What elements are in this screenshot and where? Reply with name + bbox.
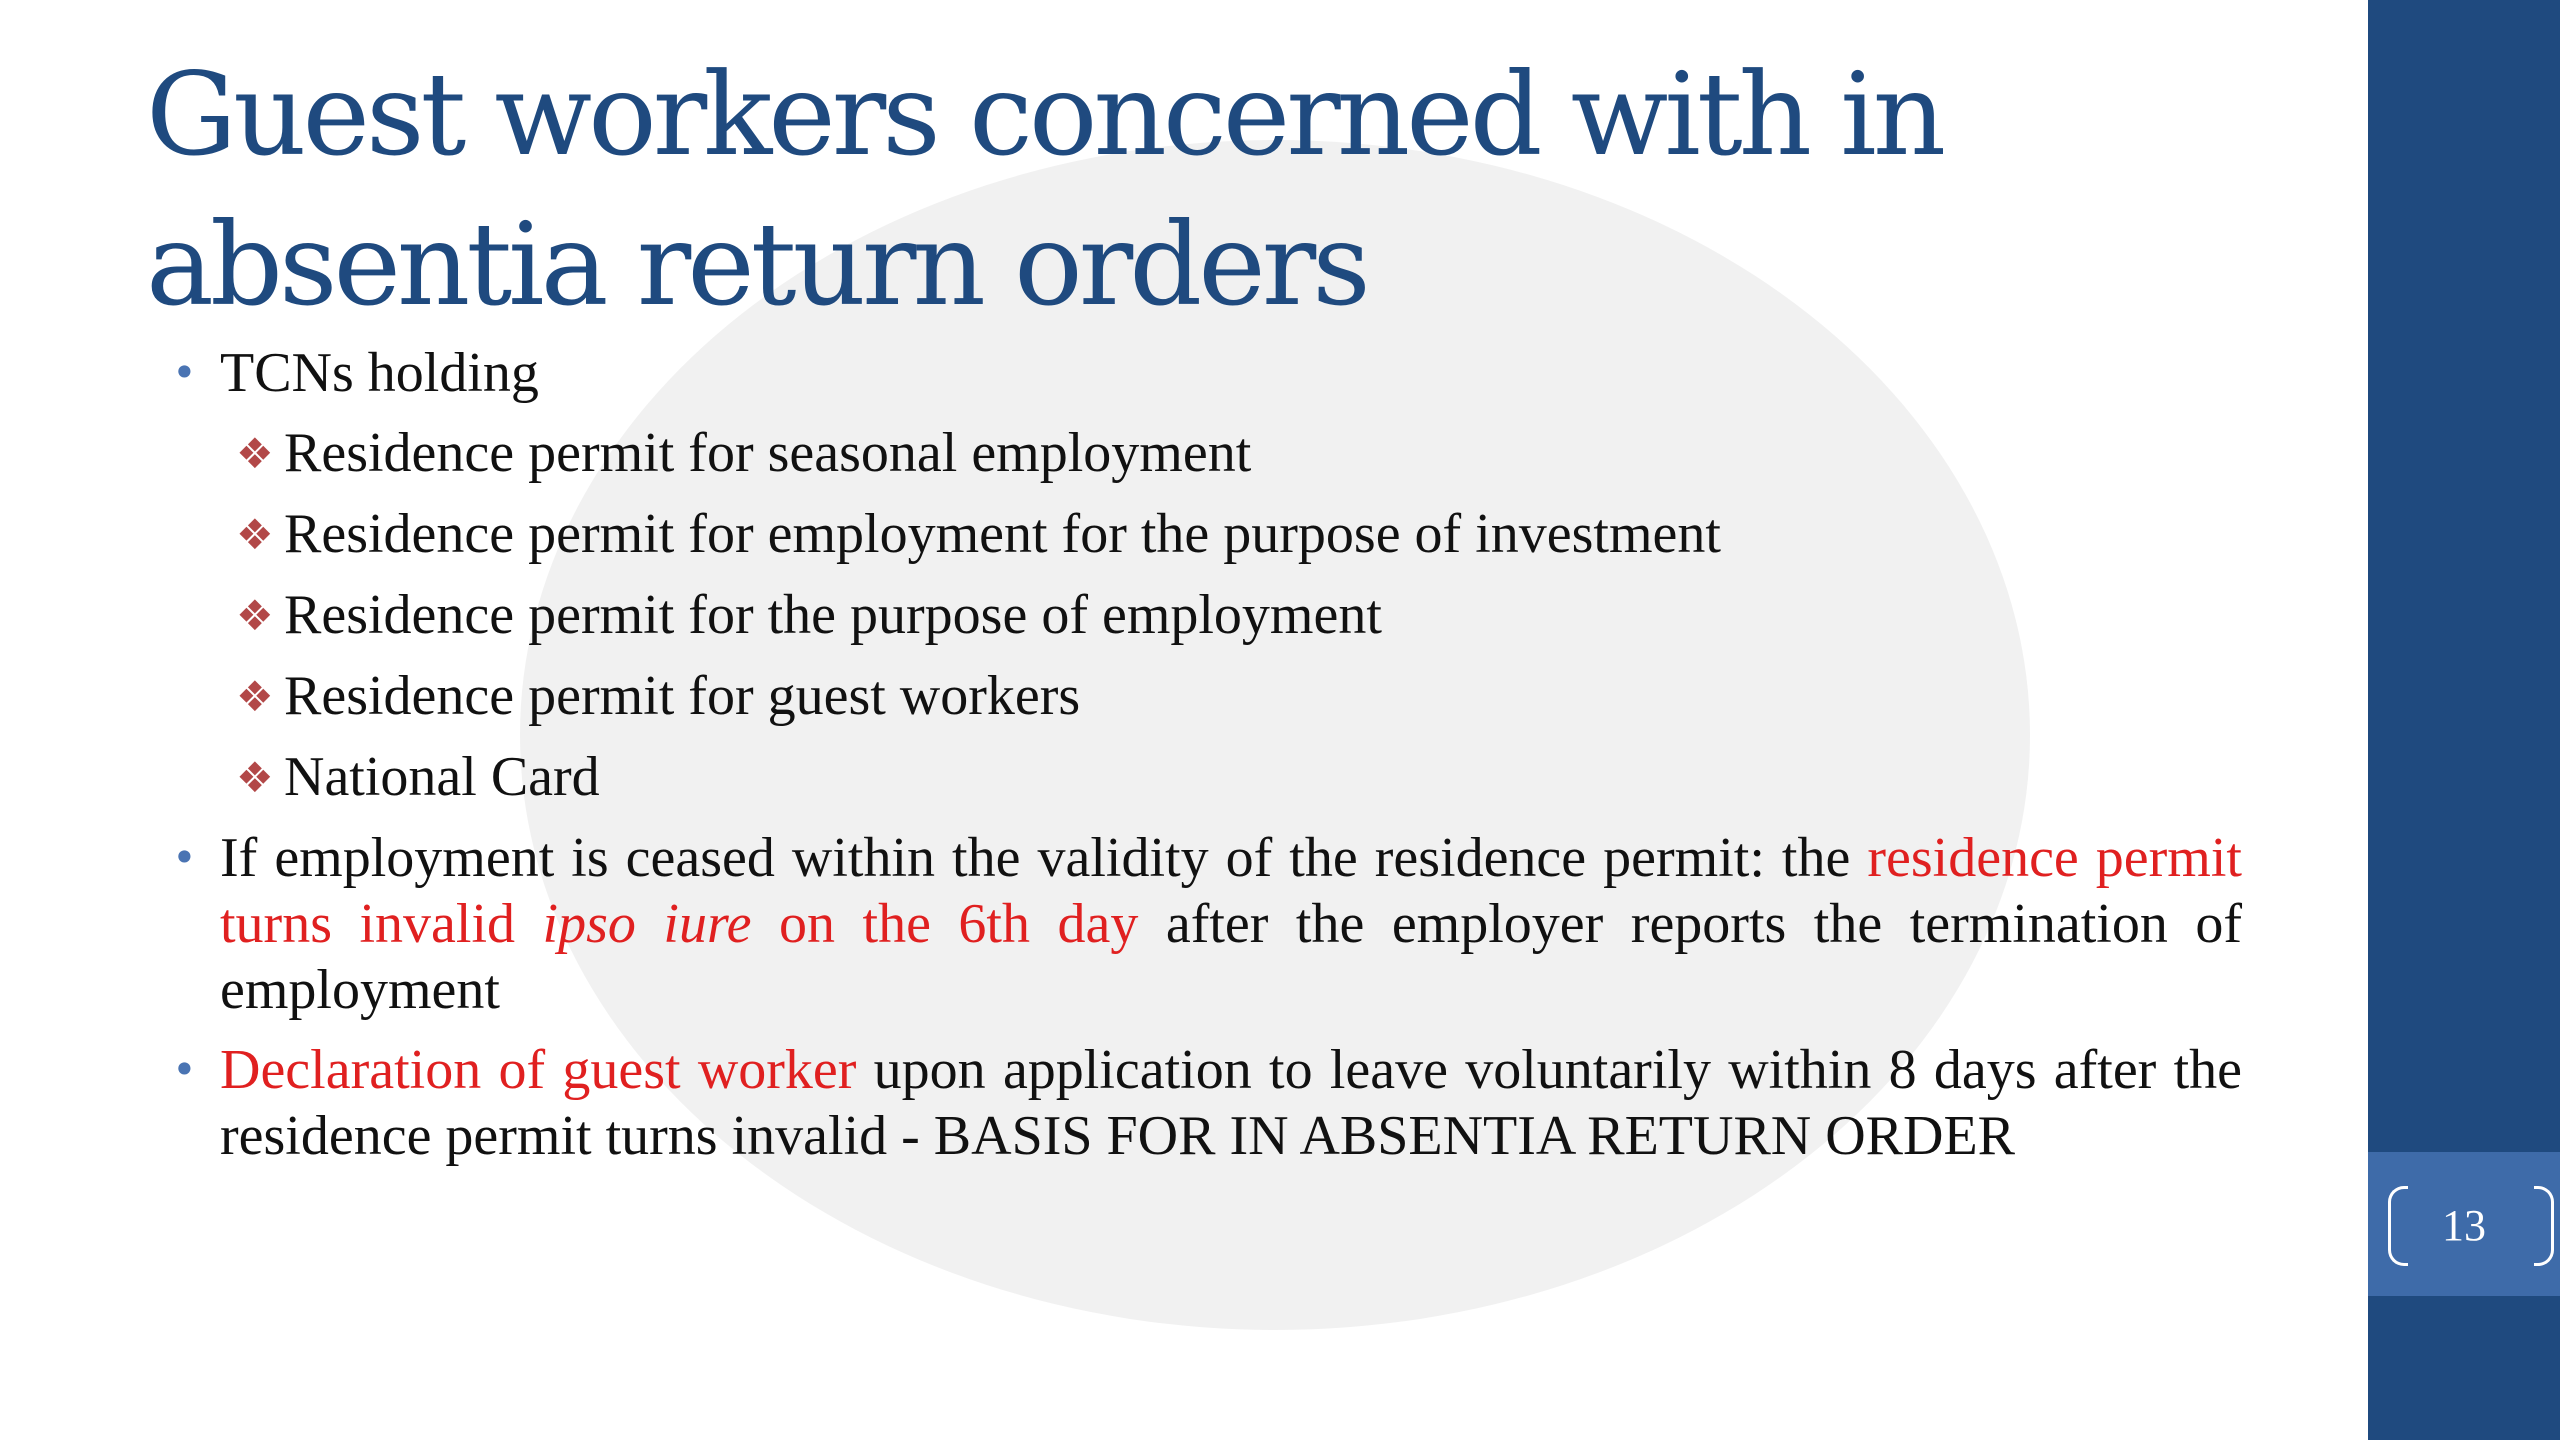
list-item-text: Residence permit for employment for the purpose of investment <box>284 503 1721 565</box>
highlight-italic-text: ipso iure <box>542 893 752 955</box>
four-diamond-icon: ❖ <box>236 591 274 640</box>
list-item-text: Residence permit for seasonal employment <box>284 422 1252 484</box>
bullet-text-part: upon application to leave voluntarily within 8 days after the residence permit turns invalid - BASIS FOR IN ABSENTIA RETURN ORDER <box>220 1039 2242 1167</box>
highlight-text: on the 6th day <box>751 893 1139 955</box>
page-number: 13 <box>2442 1201 2486 1250</box>
page-number-box <box>2368 1152 2560 1296</box>
four-diamond-icon: ❖ <box>236 510 274 559</box>
bullet-declaration <box>168 1037 2242 1169</box>
round-bullet-icon: • <box>172 1045 197 1094</box>
list-item-text: National Card <box>284 746 600 808</box>
list-item <box>236 501 2242 567</box>
permit-list <box>236 420 2242 810</box>
list-item-text: Residence permit for guest workers <box>284 665 1081 727</box>
four-diamond-icon: ❖ <box>236 672 274 721</box>
bullet-tcns-holding <box>168 340 2242 406</box>
bullet-text: TCNs holding <box>220 342 539 404</box>
four-diamond-icon: ❖ <box>236 429 274 478</box>
bullet-employment-ceased <box>168 825 2242 1023</box>
bullet-text-part: If employment is ceased within the validity of the residence permit: the <box>220 827 1868 889</box>
list-item <box>236 420 2242 486</box>
four-diamond-icon: ❖ <box>236 753 274 802</box>
bullet-text-part: after the employer reports the termination of employment <box>220 893 2243 1021</box>
round-bullet-icon: • <box>172 348 197 397</box>
list-item <box>236 663 2242 729</box>
slide-title: Guest workers concerned with in absentia return orders <box>146 48 1943 331</box>
list-item <box>236 582 2242 648</box>
list-item-text: Residence permit for the purpose of employment <box>284 584 1382 646</box>
round-bullet-icon: • <box>172 833 197 882</box>
slide-content <box>168 340 2242 1169</box>
list-item <box>236 744 2242 810</box>
highlight-text: residence permit turns invalid <box>220 827 2242 955</box>
highlight-text: Declaration of guest worker <box>220 1039 857 1101</box>
